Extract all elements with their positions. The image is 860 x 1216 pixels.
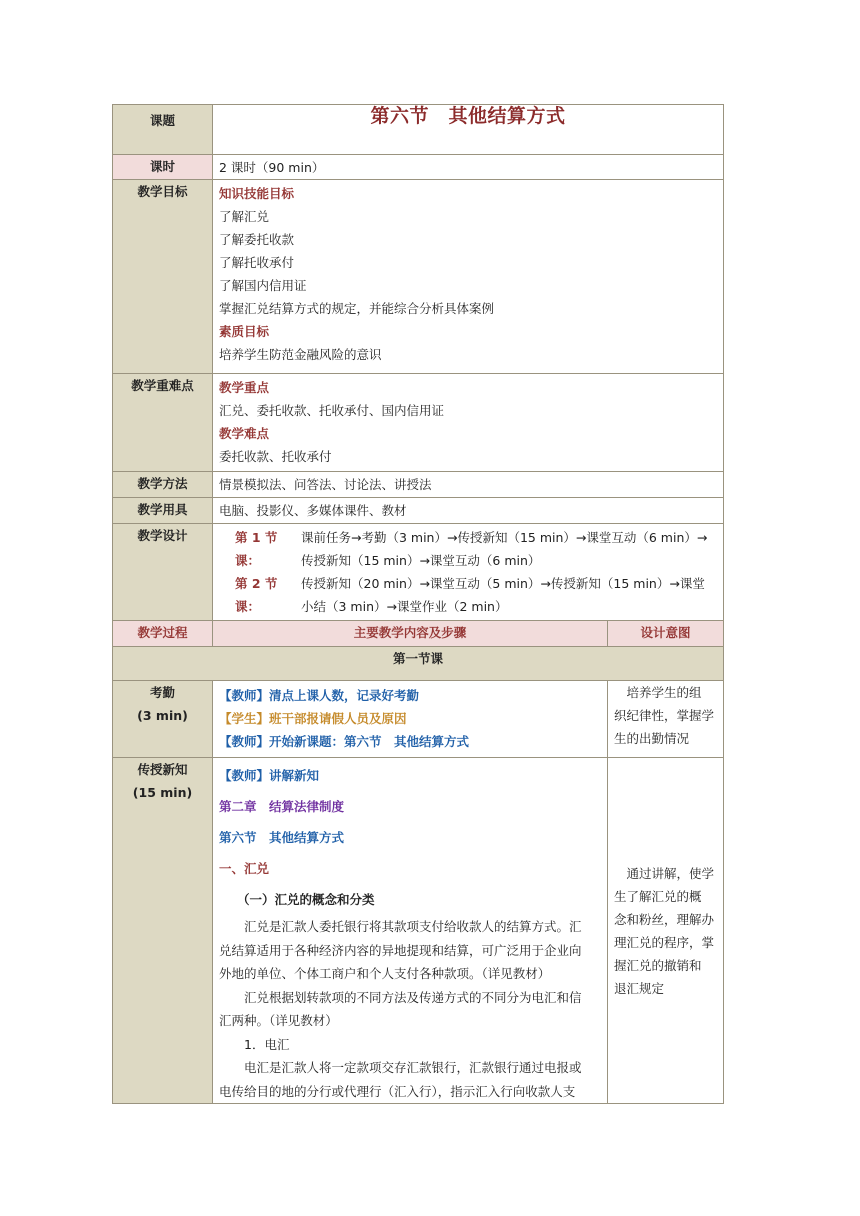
topic-heading: 一、汇兑 <box>219 861 270 876</box>
attendance-label: 考勤 <box>149 685 175 700</box>
paragraph: 汇兑是汇款人委托银行将其款项支付给收款人的结算方式。汇 兑结算适用于各种经济内容的异地提现和结算，可广泛用于企业向 外地的单位、个体工商户和个人支付各种款项。（详见教材） <box>219 919 582 981</box>
list-item: 1．电汇 <box>244 1036 290 1052</box>
chapter-heading: 第二章 结算法律制度 <box>219 799 345 814</box>
hours-label: 课时 <box>113 155 213 180</box>
objectives-row <box>113 180 724 374</box>
lesson1-line: 课前任务→考勤（3 min）→传授新知（15 min）→课堂互动（6 min）→ <box>301 530 708 545</box>
section-title: 第一节课 <box>113 647 724 681</box>
attendance-intent: 培养学生的组 织纪律性，掌握学 生的出勤情况 <box>608 681 724 758</box>
method-label: 教学方法 <box>113 472 213 498</box>
section-row <box>113 647 724 681</box>
hours-value: 2 课时（90 min） <box>213 155 724 180</box>
tools-row <box>113 498 724 524</box>
objective-item: 掌握汇兑结算方式的规定，并能综合分析具体案例 <box>219 301 495 316</box>
attendance-time: (3 min) <box>137 708 188 723</box>
objective-item: 了解国内信用证 <box>219 278 307 293</box>
attendance-line: 【教师】清点上课人数，记录好考勤 <box>219 688 420 703</box>
tools-label: 教学用具 <box>113 498 213 524</box>
key-heading: 教学重点 <box>219 380 270 395</box>
lesson2-design <box>235 572 719 618</box>
quality-heading: 素质目标 <box>219 324 270 339</box>
objectives-label: 教学目标 <box>113 180 213 374</box>
difficulty-text: 委托收款、托收承付 <box>219 449 332 464</box>
teaching-row <box>113 758 724 1104</box>
quality-item: 培养学生防范金融风险的意识 <box>219 347 382 362</box>
teaching-intent: 通过讲解，使学 生了解汇兑的概 念和粉丝，理解办 理汇兑的程序，掌 握汇兑的撤销和 退汇规定 <box>608 758 724 1104</box>
lesson2-key: 第 2 节课： <box>235 576 278 614</box>
difficulty-heading: 教学难点 <box>219 426 270 441</box>
lesson2-line: 传授新知（20 min）→课堂互动（5 min）→传授新知（15 min）→课堂 <box>301 576 705 591</box>
key-points-label: 教学重难点 <box>113 374 213 472</box>
knowledge-heading: 知识技能目标 <box>219 186 295 201</box>
design-label: 教学设计 <box>113 524 213 621</box>
objective-item: 了解委托收款 <box>219 232 295 247</box>
objective-item: 了解汇兑 <box>219 209 270 224</box>
key-text: 汇兑、委托收款、托收承付、国内信用证 <box>219 403 445 418</box>
method-text: 情景模拟法、问答法、讨论法、讲授法 <box>213 472 724 498</box>
teaching-content <box>213 758 608 1104</box>
teacher-line: 【教师】讲解新知 <box>219 768 320 783</box>
page-title: 第六节 其他结算方式 <box>370 105 566 127</box>
teaching-label: 传授新知 <box>137 762 188 777</box>
subtopic-heading: （一）汇兑的概念和分类 <box>237 892 375 907</box>
attendance-line: 【教师】开始新课题：第六节 其他结算方式 <box>219 734 470 749</box>
teaching-time: (15 min) <box>132 785 193 800</box>
process-header-col3: 设计意图 <box>608 621 724 647</box>
attendance-line: 【学生】班干部报请假人员及原因 <box>219 711 407 726</box>
lesson1-design <box>235 526 719 572</box>
key-points-row <box>113 374 724 472</box>
topic-row <box>113 105 724 155</box>
tools-text: 电脑、投影仪、多媒体课件、教材 <box>213 498 724 524</box>
process-header-col2: 主要教学内容及步骤 <box>213 621 608 647</box>
lesson-plan-table <box>112 104 724 1104</box>
process-header-row <box>113 621 724 647</box>
attendance-row <box>113 681 724 758</box>
paragraph: 汇兑根据划转款项的不同方法及传递方式的不同分为电汇和信 汇两种。（详见教材） <box>219 989 582 1028</box>
lesson2-line: 小结（3 min）→课堂作业（2 min） <box>301 599 508 614</box>
process-header-col1: 教学过程 <box>113 621 213 647</box>
method-row <box>113 472 724 498</box>
topic-label: 课题 <box>113 105 213 155</box>
design-row <box>113 524 724 621</box>
paragraph: 电汇是汇款人将一定款项交存汇款银行，汇款银行通过电报或 电传给目的地的分行或代理行（汇入行），指示汇入行向收款人支 <box>219 1060 582 1099</box>
lesson1-line: 传授新知（15 min）→课堂互动（6 min） <box>301 553 541 568</box>
hours-row <box>113 155 724 180</box>
section-heading: 第六节 其他结算方式 <box>219 830 345 845</box>
objective-item: 了解托收承付 <box>219 255 295 270</box>
lesson1-key: 第 1 节课： <box>235 530 278 568</box>
objectives-content <box>213 180 724 374</box>
